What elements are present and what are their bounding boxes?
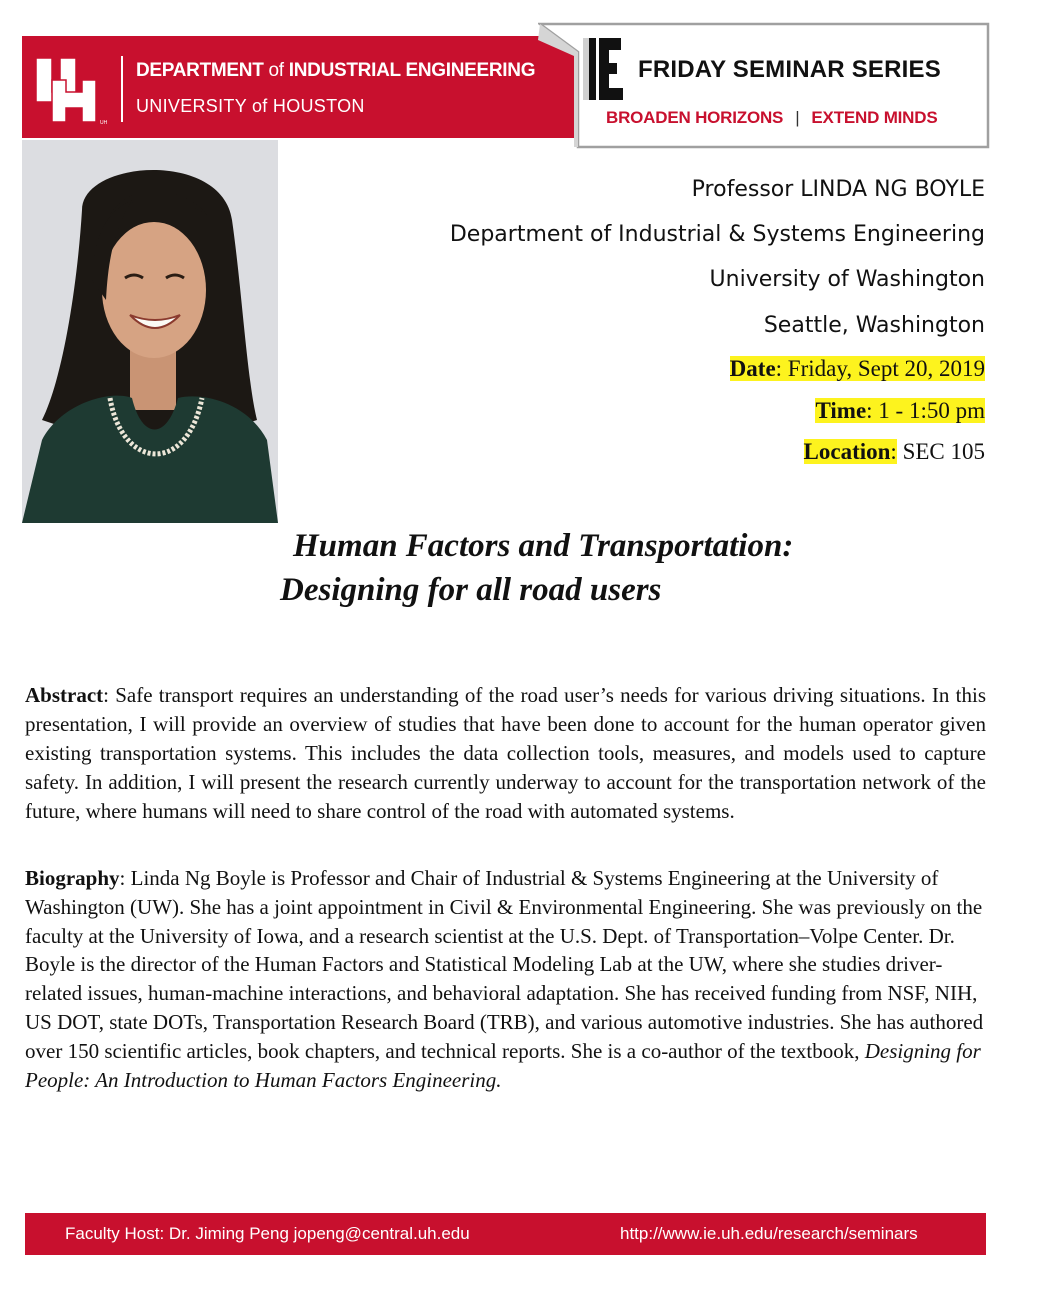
event-time: Time: 1 - 1:50 pm <box>815 398 985 423</box>
ie-logo <box>583 38 625 100</box>
svg-text:UH: UH <box>100 120 108 126</box>
speaker-department: Department of Industrial & Systems Engineering <box>449 222 985 247</box>
uh-logo <box>32 54 108 126</box>
faculty-host: Faculty Host: Dr. Jiming Peng jopeng@central.uh.edu <box>65 1224 470 1243</box>
speaker-name: Professor LINDA NG BOYLE <box>691 177 985 202</box>
department-name: DEPARTMENT of INDUSTRIAL ENGINEERING <box>136 60 536 81</box>
seminar-title: FRIDAY SEMINAR SERIES <box>638 56 941 83</box>
biography: Biography: Linda Ng Boyle is Professor and Chair of Industrial & Systems Engineering at the University of Washington (UW). She has a joint appointment in Civil & Environmental Engineering. She was previously on the faculty at the University of Iowa, and a research scientist at the U.S. Dept. of Transportation–Volpe Center. Dr. Boyle is the director of the Human Factors and Statistical Modeling Lab at the UW, where she studies driver-related issues, human-machine interactions, and behavioral adaptation. She has received funding from NSF, NIH, US DOT, state DOTs, Transportation Research Board (TRB), and various automotive industries. She has authored over 150 scientific articles, book chapters, and technical reports. She is a co-author of the textbook, Designing for People: An Introduction to Human Factors Engineering. <box>25 866 984 1092</box>
talk-title-line1: Human Factors and Transportation: <box>293 528 794 564</box>
event-location: Location: SEC 105 <box>803 439 985 464</box>
seminar-url[interactable]: http://www.ie.uh.edu/research/seminars <box>620 1224 918 1243</box>
banner-divider <box>121 56 123 122</box>
event-date: Date: Friday, Sept 20, 2019 <box>729 356 985 381</box>
talk-title-line2: Designing for all road users <box>280 572 662 608</box>
abstract: Abstract: Safe transport requires an understanding of the road user’s needs for various driving situations. In this presentation, I will provide an overview of studies that have been done to account for the human operator given existing transportation systems. This includes the data collection tools, measures, and models used to capture safety. In addition, I will present the research currently underway to account for the transportation network of the future, where humans will need to share control of the road with automated systems. <box>25 683 986 823</box>
speaker-city: Seattle, Washington <box>763 313 985 338</box>
seminar-tagline: BROADEN HORIZONS | EXTEND MINDS <box>606 108 938 127</box>
speaker-university: University of Washington <box>709 267 985 292</box>
footer-bar <box>25 1213 986 1255</box>
speaker-photo <box>22 140 278 523</box>
university-name: UNIVERSITY of HOUSTON <box>136 96 365 116</box>
